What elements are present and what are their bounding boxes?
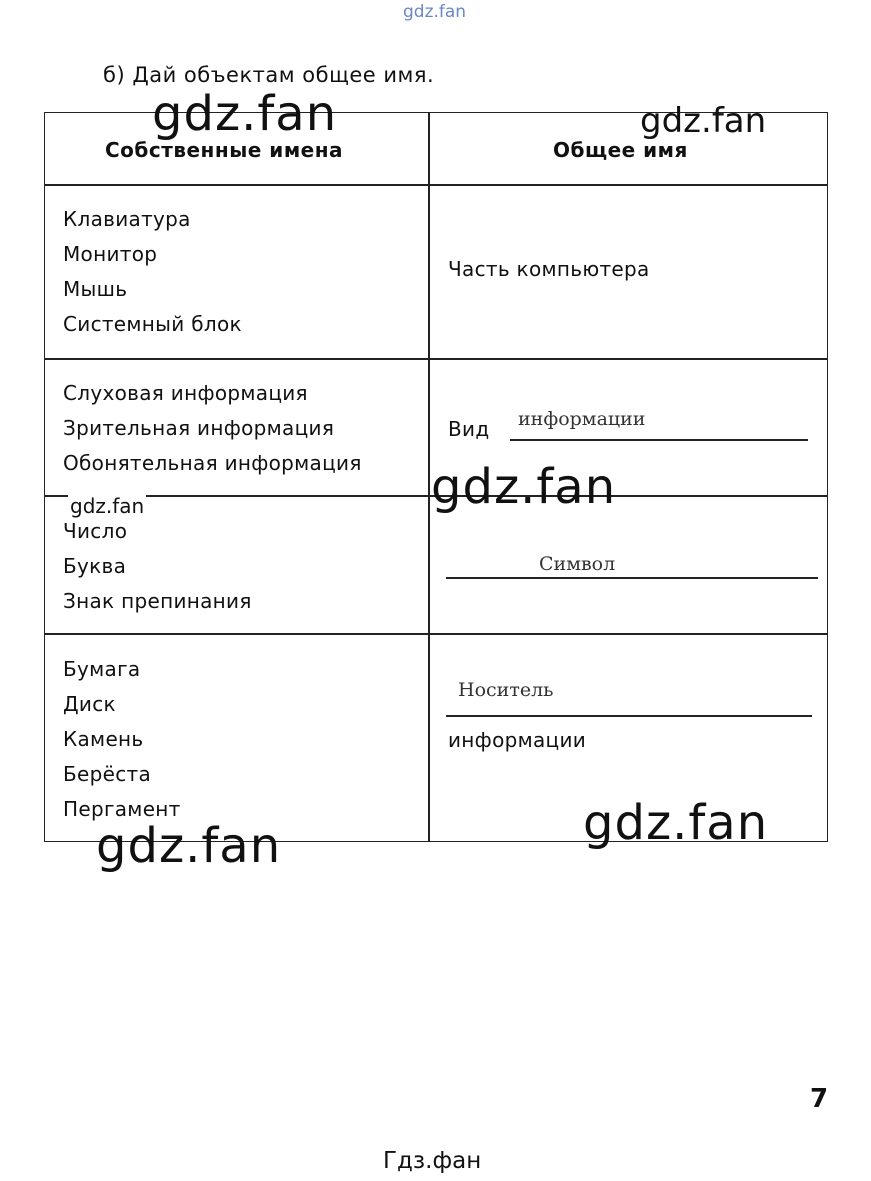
row-4-answer: Носитель <box>458 679 554 701</box>
answer-line <box>446 715 812 717</box>
answer-line <box>510 439 808 441</box>
list-item: Зрительная информация <box>63 416 335 440</box>
list-item: Знак препинания <box>63 589 252 613</box>
row-divider <box>45 633 827 635</box>
row-divider <box>45 358 827 360</box>
top-watermark: gdz.fan <box>403 2 467 22</box>
list-item: Число <box>63 519 128 543</box>
header-common-name: Общее имя <box>553 138 688 162</box>
header-proper-names: Собственные имена <box>105 138 344 162</box>
watermark: gdz.fan <box>152 86 338 142</box>
row-3-answer: Символ <box>539 553 616 575</box>
task-prompt: б) Дай объектам общее имя. <box>103 63 435 87</box>
list-item: Берёста <box>63 762 152 786</box>
list-item: Мышь <box>63 277 128 301</box>
row-1-common-name: Часть компьютера <box>448 257 650 281</box>
list-item: Бумага <box>63 657 141 681</box>
list-item: Пергамент <box>63 797 181 821</box>
list-item: Диск <box>63 692 116 716</box>
row-2-answer: информации <box>518 408 646 430</box>
list-item: Монитор <box>63 242 158 266</box>
answer-line <box>446 577 818 579</box>
row-3-names <box>63 514 252 619</box>
list-item: Системный блок <box>63 312 242 336</box>
row-4-names <box>63 652 181 827</box>
row-2-prefix: Вид <box>448 417 490 441</box>
list-item: Буква <box>63 554 127 578</box>
page-number: 7 <box>810 1084 829 1114</box>
watermark: gdz.fan <box>583 795 769 851</box>
watermark: gdz.fan <box>640 101 767 141</box>
watermark: gdz.fan <box>431 459 617 515</box>
footer-site-name: Гдз.фан <box>383 1148 482 1174</box>
column-divider <box>428 113 430 841</box>
row-4-suffix: информации <box>448 728 587 752</box>
header-divider <box>45 184 827 186</box>
list-item: Слуховая информация <box>63 381 308 405</box>
list-item: Клавиатура <box>63 207 191 231</box>
watermark: gdz.fan <box>96 818 282 874</box>
list-item: Обонятельная информация <box>63 451 362 475</box>
row-2-names <box>63 376 362 481</box>
watermark: gdz.fan <box>70 494 145 518</box>
list-item: Камень <box>63 727 144 751</box>
row-1-names <box>63 202 242 342</box>
